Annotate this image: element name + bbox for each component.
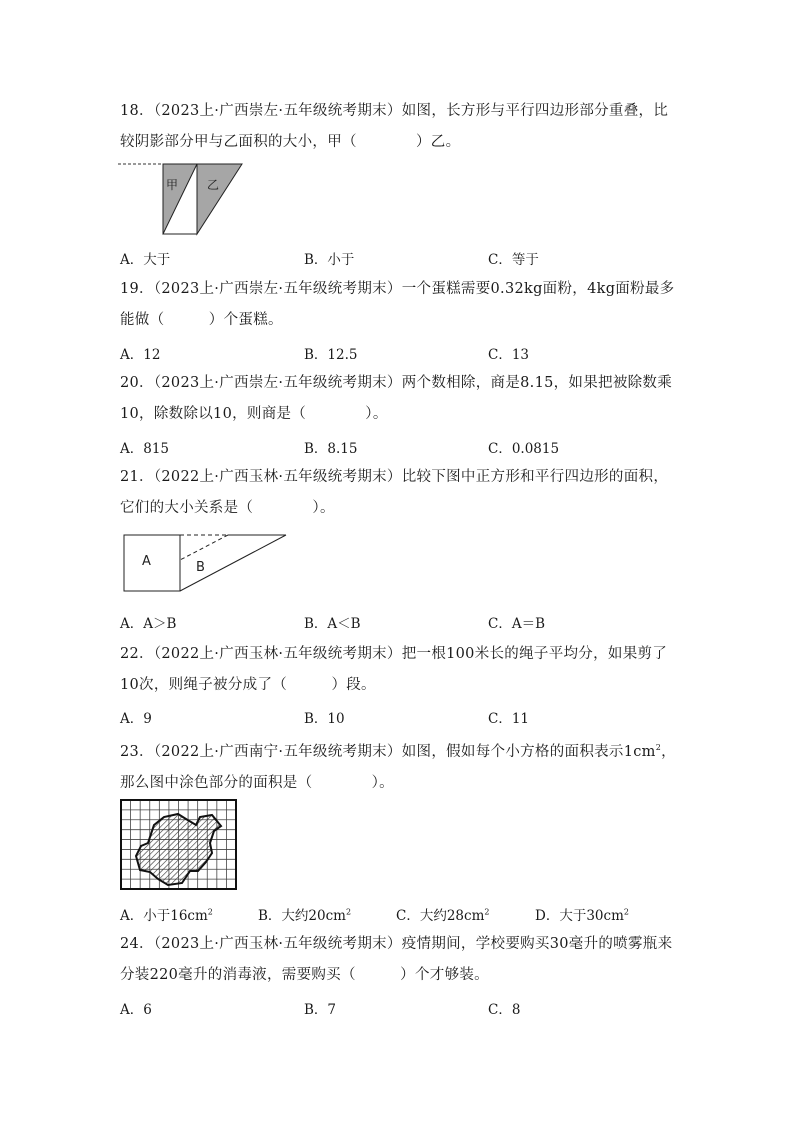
option-c[interactable]: C．等于	[488, 252, 539, 268]
option-a[interactable]: A．6	[120, 1002, 152, 1018]
question-source: （2022上·广西玉林·五年级统考期末）	[153, 469, 402, 485]
option-c[interactable]: C．0.0815	[488, 441, 560, 457]
option-b[interactable]: B．10	[304, 711, 345, 727]
option-b[interactable]: B．大约$20cm^2$	[258, 907, 352, 924]
question-source: （2023上·广西玉林·五年级统考期末）	[153, 936, 402, 952]
option-b[interactable]: B．A＜B	[304, 616, 361, 632]
question-stem: 如图，长方形与平行四边形部分重叠，比较阴影部分甲与乙面积的大小，甲（ ）乙。	[120, 103, 669, 150]
question-stem-before: 如图，假如每个小方格的面积表示1cm	[401, 743, 656, 760]
options-21	[120, 612, 680, 632]
question-20	[120, 368, 680, 430]
label-yi: 乙	[207, 178, 220, 192]
question-stem-after: ，那么图中涂色部分的面积是（ ）。	[120, 743, 676, 791]
question-23	[120, 732, 680, 799]
option-b[interactable]: B．7	[304, 1002, 337, 1018]
option-c[interactable]: C．A＝B	[488, 616, 545, 632]
question-number: 20．	[120, 375, 154, 391]
option-d[interactable]: D．大于$30cm^2$	[535, 907, 629, 924]
options-24	[120, 998, 680, 1018]
option-a[interactable]: A．小于$16cm^2$	[120, 907, 213, 924]
question-22	[120, 639, 680, 701]
question-number: 19．	[120, 281, 154, 297]
question-stem: 一个蛋糕需要0.32kg面粉，4kg面粉最多能做（ ）个蛋糕。	[120, 281, 675, 328]
figure-overlap-rectangle-parallelogram	[118, 159, 248, 239]
options-18	[120, 248, 680, 268]
question-number: 22．	[120, 646, 154, 662]
question-stem: 疫情期间，学校要购买30毫升的喷雾瓶来分装220毫升的消毒液，需要购买（ ）个才够装。	[120, 936, 673, 983]
label-b: B	[196, 560, 205, 575]
options-22	[120, 707, 680, 727]
question-19	[120, 274, 680, 336]
label-a: A	[142, 554, 151, 569]
question-number: 23．	[120, 743, 154, 760]
question-stem: 比较下图中正方形和平行四边形的面积，它们的大小关系是（ ）。	[120, 469, 669, 516]
options-20	[120, 437, 680, 457]
option-c[interactable]: C．13	[488, 347, 530, 363]
question-number: 18．	[120, 103, 154, 119]
option-a[interactable]: A．大于	[120, 252, 171, 268]
options-23	[120, 904, 680, 924]
question-source: （2023上·广西崇左·五年级统考期末）	[153, 281, 402, 297]
question-source: （2022上·广西玉林·五年级统考期末）	[153, 646, 402, 662]
option-c[interactable]: C．8	[488, 1002, 521, 1018]
option-c[interactable]: C．大约$28cm^2$	[396, 907, 490, 924]
option-a[interactable]: A．815	[120, 441, 170, 457]
option-c[interactable]: C．11	[488, 711, 530, 727]
question-24	[120, 929, 680, 991]
unit-superscript: 2	[655, 743, 662, 752]
option-a[interactable]: A．A＞B	[120, 616, 177, 632]
options-19	[120, 343, 680, 363]
shaded-region	[136, 814, 221, 885]
question-number: 21．	[120, 469, 154, 485]
option-b[interactable]: B．小于	[304, 252, 355, 268]
figure-grid-shaded-shape	[120, 799, 238, 891]
question-source: （2022上·广西南宁·五年级统考期末）	[153, 743, 402, 760]
label-jia: 甲	[166, 178, 179, 192]
question-number: 24．	[120, 936, 154, 952]
question-stem: 把一根100米长的绳子平均分，如果剪了10次，则绳子被分成了（ ）段。	[120, 646, 668, 693]
question-source: （2023上·广西崇左·五年级统考期末）	[153, 103, 402, 119]
option-b[interactable]: B．8.15	[304, 441, 358, 457]
option-a[interactable]: A．9	[120, 711, 152, 727]
question-21	[120, 462, 680, 524]
option-b[interactable]: B．12.5	[304, 347, 358, 363]
question-source: （2023上·广西崇左·五年级统考期末）	[153, 375, 402, 391]
question-stem: 两个数相除，商是8.15，如果把被除数乘10，除数除以10，则商是（ ）。	[120, 375, 673, 422]
figure-square-parallelogram	[120, 531, 292, 597]
question-18	[120, 96, 680, 158]
option-a[interactable]: A．12	[120, 347, 161, 363]
